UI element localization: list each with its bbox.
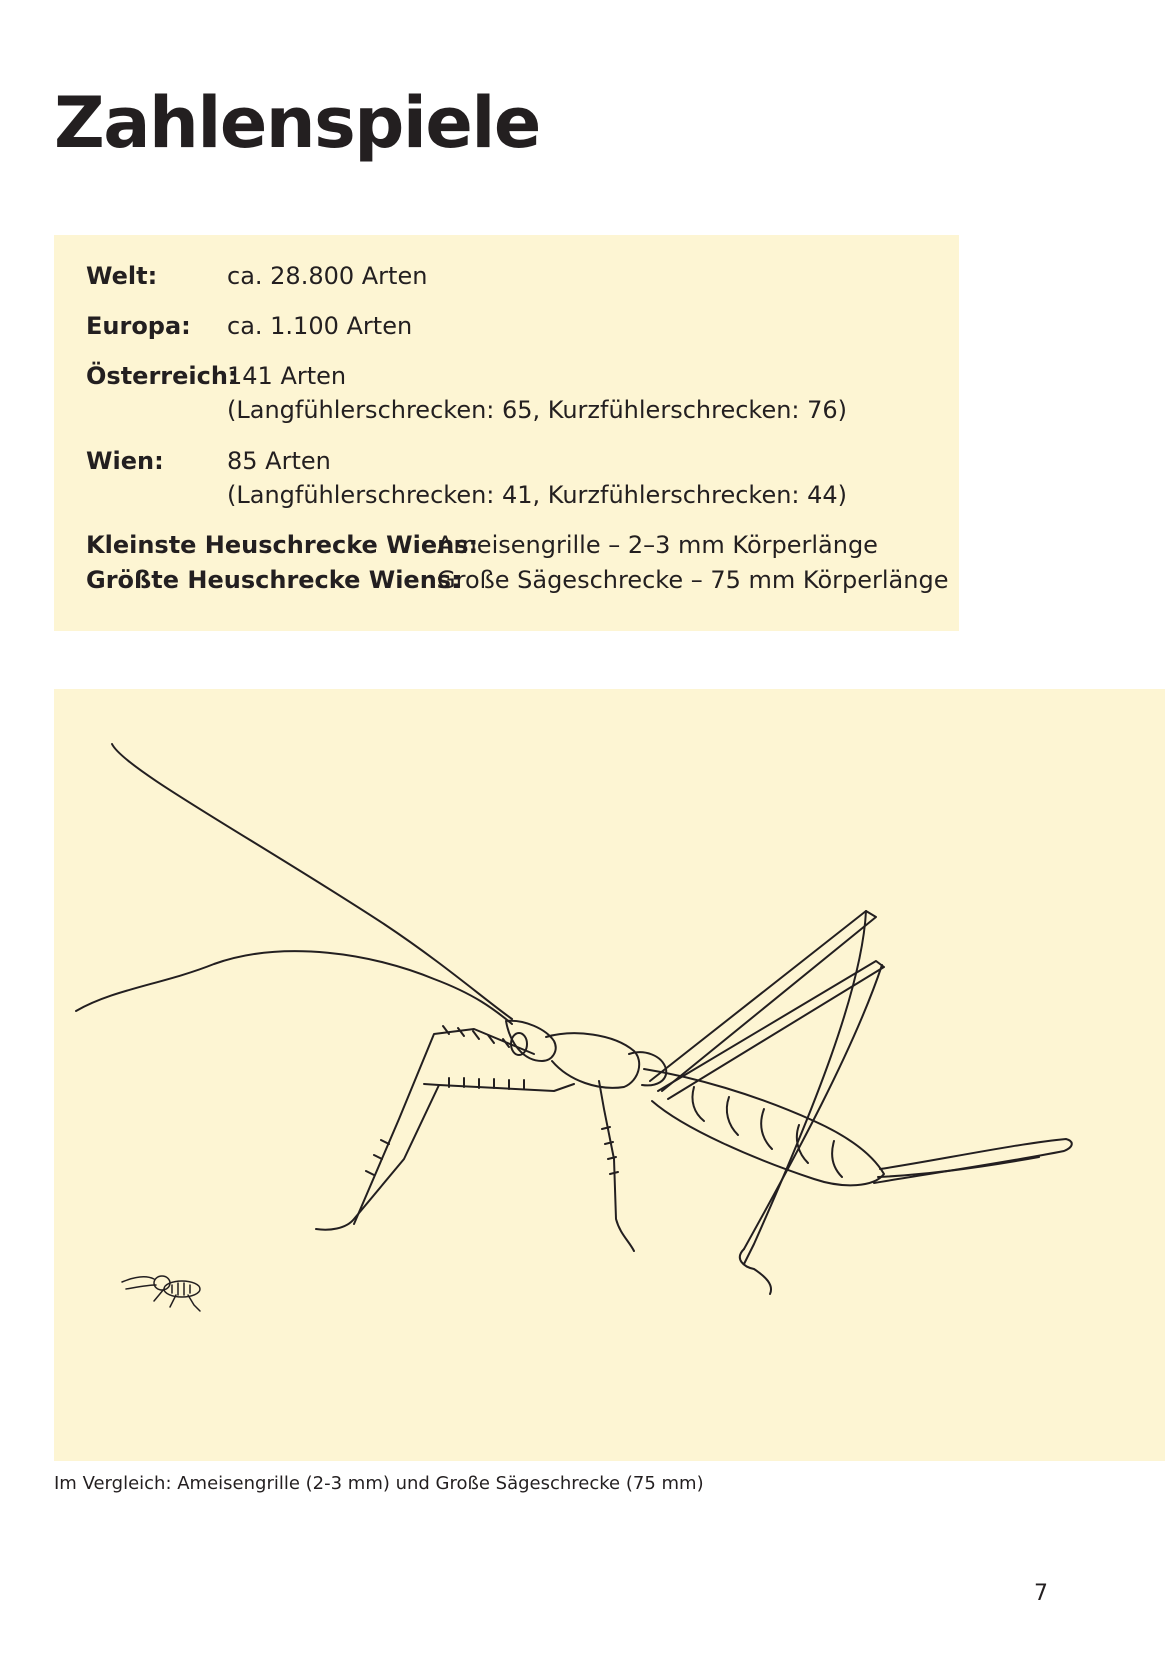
fact-value: 85 Arten (227, 447, 331, 475)
extreme-value: Große Sägeschrecke – 75 mm Körperlänge (437, 566, 949, 594)
extreme-value: Ameisengrille – 2–3 mm Körperlänge (437, 531, 878, 559)
fact-value: 141 Arten (227, 362, 347, 390)
fact-value: ca. 1.100 Arten (227, 312, 413, 340)
facts-box (54, 235, 959, 631)
ant-cricket-drawing (122, 1276, 200, 1311)
fact-value: ca. 28.800 Arten (227, 262, 428, 290)
illustration-box (54, 689, 1165, 1461)
fact-label: Wien: (86, 447, 164, 475)
page-title: Zahlenspiele (54, 82, 540, 164)
fact-label: Österreich: (86, 362, 238, 390)
extreme-label: Größte Heuschrecke Wiens: (86, 566, 461, 594)
page-number: 7 (1034, 1581, 1048, 1606)
fact-detail: (Langfühlerschrecken: 41, Kurzfühlerschrecken: 44) (227, 481, 848, 509)
illustration (54, 689, 1165, 1461)
figure-caption: Im Vergleich: Ameisengrille (2-3 mm) und Große Sägeschrecke (75 mm) (54, 1473, 704, 1494)
fact-label: Welt: (86, 262, 158, 290)
extreme-label: Kleinste Heuschrecke Wiens: (86, 531, 479, 559)
saw-bush-cricket-drawing (76, 744, 1072, 1294)
fact-label: Europa: (86, 312, 191, 340)
fact-detail: (Langfühlerschrecken: 65, Kurzfühlerschrecken: 76) (227, 396, 848, 424)
